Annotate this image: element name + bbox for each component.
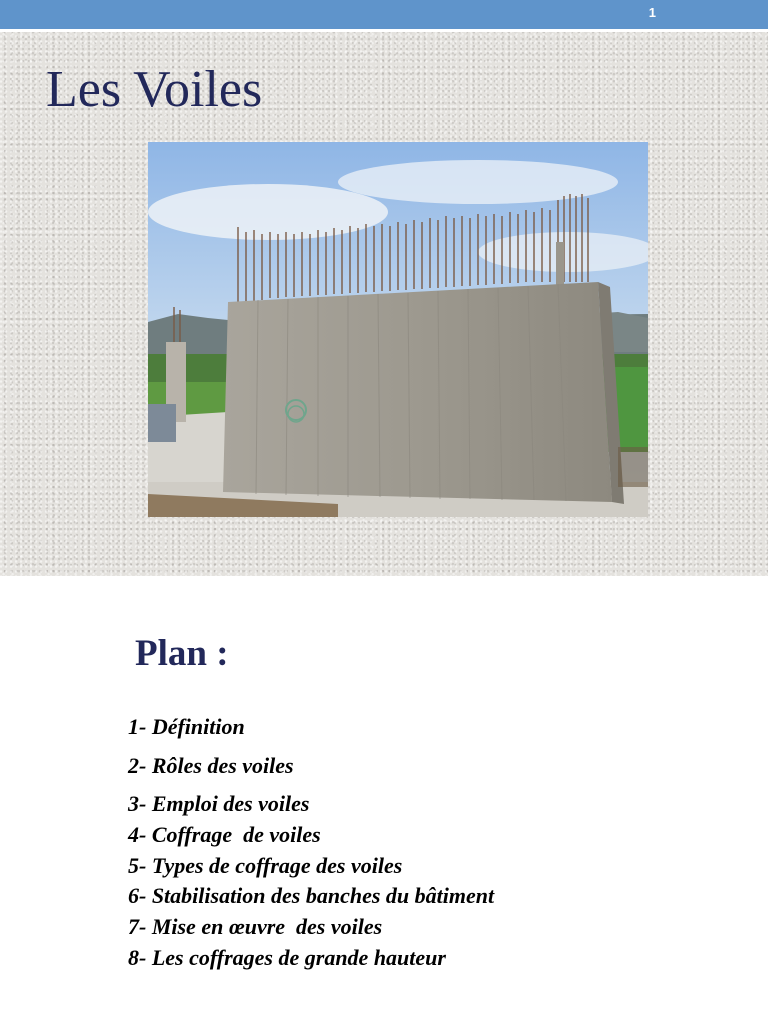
header-bar — [0, 0, 768, 29]
plan-item-8: 8- Les coffrages de grande hauteur — [128, 945, 446, 970]
slide-title: Les Voiles — [46, 61, 263, 118]
plan-item-1: 1- Définition — [128, 714, 245, 739]
plan-item-7: 7- Mise en œuvre des voiles — [128, 914, 383, 939]
plan-item-6: 6- Stabilisation des banches du bâtiment — [128, 883, 495, 908]
concrete-wall-photo — [148, 142, 648, 517]
slide-2 — [0, 576, 768, 1024]
plan-title: Plan : — [135, 633, 229, 674]
plan-item-5: 5- Types de coffrage des voiles — [128, 853, 403, 878]
page-number: 1 — [648, 5, 656, 20]
plan-item-2: 2- Rôles des voiles — [128, 753, 294, 778]
plan-item-3: 3- Emploi des voiles — [128, 791, 310, 816]
plan-item-4: 4- Coffrage de voiles — [128, 822, 321, 847]
